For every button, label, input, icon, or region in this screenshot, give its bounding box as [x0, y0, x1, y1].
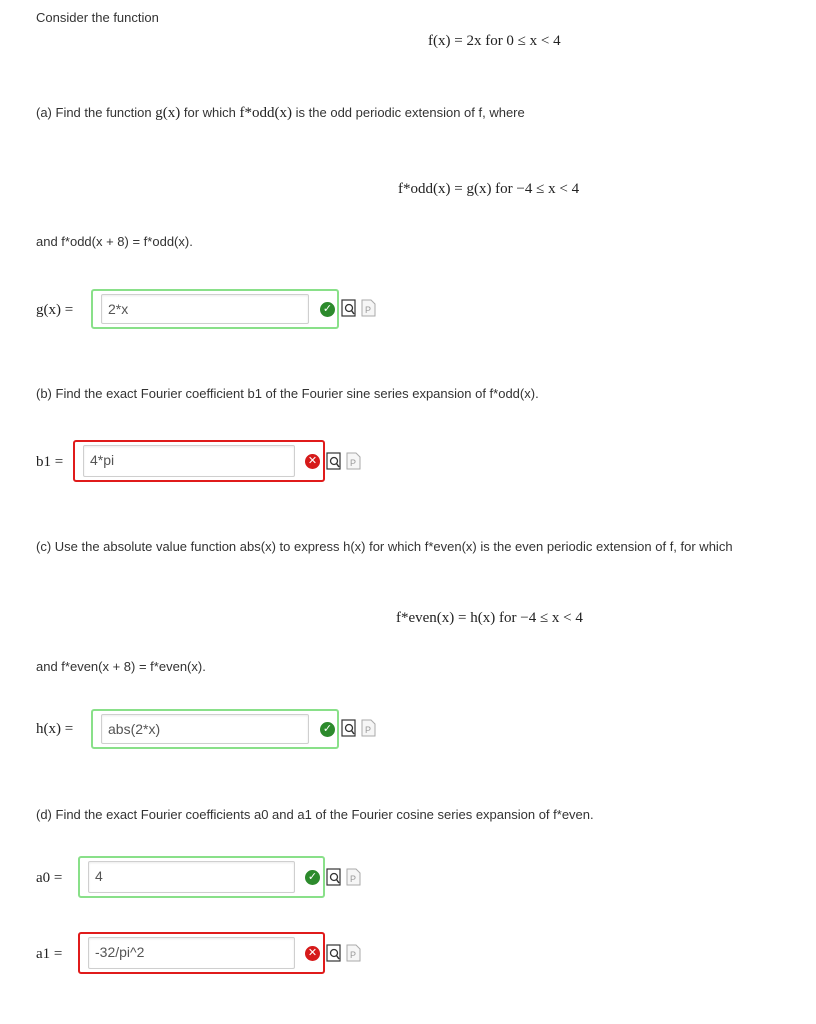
b1-answer-label: b1 = [36, 454, 64, 470]
h-answer-box [91, 709, 339, 749]
help-icon[interactable] [361, 299, 377, 317]
part-a-text-after: is the odd periodic extension of f, where [295, 105, 525, 120]
svg-text:P: P [350, 874, 357, 884]
check-icon: ✓ [320, 722, 335, 737]
part-a-g-of-x: g(x) [155, 105, 181, 121]
svg-text:P: P [365, 725, 372, 735]
b1-answer-box [73, 440, 325, 482]
g-answer-input[interactable]: 2*x [101, 294, 309, 324]
a0-answer-input[interactable]: 4 [88, 861, 295, 893]
help-icon[interactable] [361, 719, 377, 737]
preview-icon[interactable] [326, 452, 342, 470]
x-icon: ✕ [305, 454, 320, 469]
part-c-prompt: (c) Use the absolute value function abs(x) to express h(x) for which f*even(x) is the even periodic extension of f, for which [36, 539, 733, 554]
part-b-prompt: (b) Find the exact Fourier coefficient b1 of the Fourier sine series expansion of f*odd(x). [36, 386, 539, 401]
h-answer-input[interactable]: abs(2*x) [101, 714, 309, 744]
b1-answer-input[interactable]: 4*pi [83, 445, 295, 477]
a0-answer-box [78, 856, 325, 898]
svg-text:P: P [350, 950, 357, 960]
g-answer-box [91, 289, 339, 329]
part-a-and-text: and f*odd(x + 8) = f*odd(x). [36, 234, 193, 249]
part-c-display-formula: f*even(x) = h(x) for −4 ≤ x < 4 [396, 610, 583, 626]
preview-icon[interactable] [326, 868, 342, 886]
g-answer-label: g(x) = [36, 302, 74, 318]
a1-answer-label: a1 = [36, 946, 63, 962]
a1-answer-box [78, 932, 325, 974]
preview-icon[interactable] [326, 944, 342, 962]
part-a-display-formula: f*odd(x) = g(x) for −4 ≤ x < 4 [398, 181, 580, 197]
help-icon[interactable] [346, 944, 362, 962]
a1-answer-input[interactable]: -32/pi^2 [88, 937, 295, 969]
help-icon[interactable] [346, 452, 362, 470]
svg-text:P: P [350, 458, 357, 468]
part-a-text-before: (a) Find the function [36, 105, 152, 120]
help-icon[interactable] [346, 868, 362, 886]
part-a-prompt [36, 105, 525, 122]
preview-icon[interactable] [341, 299, 357, 317]
part-d-prompt: (d) Find the exact Fourier coefficients a0 and a1 of the Fourier cosine series expansion of f*even. [36, 807, 594, 822]
part-a-text-middle: for which [183, 105, 236, 120]
intro-formula: f(x) = 2x for 0 ≤ x < 4 [428, 33, 561, 49]
check-icon: ✓ [320, 302, 335, 317]
h-answer-label: h(x) = [36, 721, 74, 737]
part-c-and-text: and f*even(x + 8) = f*even(x). [36, 659, 206, 674]
part-a-f-odd: f*odd(x) [239, 105, 293, 121]
svg-text:P: P [365, 305, 372, 315]
intro-lead: Consider the function [36, 10, 159, 25]
check-icon: ✓ [305, 870, 320, 885]
preview-icon[interactable] [341, 719, 357, 737]
a0-answer-label: a0 = [36, 870, 63, 886]
x-icon: ✕ [305, 946, 320, 961]
